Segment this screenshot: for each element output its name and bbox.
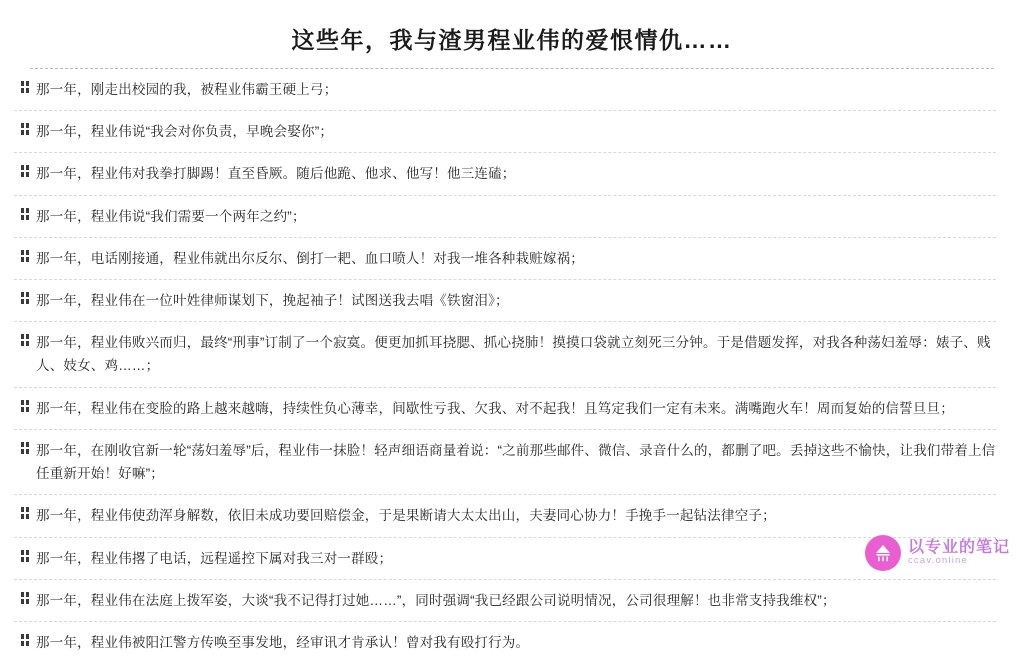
list-item <box>14 580 996 622</box>
quote-bullet-icon <box>14 547 36 563</box>
quote-bullet-icon <box>14 331 36 347</box>
list-item-text: 那一年，程业伟对我拳打脚踢！直至昏厥。随后他跪、他求、他写！他三连磕； <box>36 166 516 182</box>
quote-bullet-icon <box>14 504 36 520</box>
list-item <box>14 322 996 387</box>
list-item-text: 那一年，程业伟说“我们需要一个两年之约”； <box>36 208 306 224</box>
statement-list <box>0 69 1024 663</box>
quote-bullet-icon <box>14 439 36 455</box>
list-item <box>14 538 996 580</box>
list-item <box>14 388 996 430</box>
list-item <box>14 280 996 322</box>
list-item-text: 那一年，程业伟败兴而归，最终“刑事”订制了一个寂寞。便更加抓耳挠腮、抓心挠肺！摸摸口袋就立刻死三分钟。于是借题发挥，对我各种荡妇羞辱：婊子、贱人、妓女、鸡……； <box>36 335 991 374</box>
quote-bullet-icon <box>14 205 36 221</box>
list-item-text: 那一年，刚走出校园的我，被程业伟霸王硬上弓； <box>36 81 338 97</box>
list-item-text: 那一年，程业伟说“我会对你负责，早晚会娶你”； <box>36 124 334 140</box>
list-item-text: 那一年，电话刚接通，程业伟就出尔反尔、倒打一耙、血口喷人！对我一堆各种栽赃嫁祸； <box>36 250 584 266</box>
list-item-text: 那一年，程业伟在法庭上拨军姿，大谈“我不记得打过她……”，同时强调“我已经跟公司说明情况，公司很理解！也非常支持我维权”； <box>36 592 836 608</box>
list-item-text: 那一年，在刚收官新一轮“荡妇羞辱”后，程业伟一抹脸！轻声细语商量着说：“之前那些邮件、微信、录音什么的，都删了吧。丢掉这些不愉快，让我们带着上信任重新开始！好嘛”； <box>36 442 996 482</box>
list-item <box>14 153 996 195</box>
watermark-sub-text: ccav.online <box>907 555 969 567</box>
quote-bullet-icon <box>14 120 36 136</box>
quote-bullet-icon <box>14 162 36 178</box>
list-item <box>14 196 996 238</box>
quote-bullet-icon <box>14 289 36 305</box>
list-item-text: 那一年，程业伟撂了电话，远程遥控下属对我三对一群殴； <box>36 550 393 566</box>
quote-bullet-icon <box>14 78 36 94</box>
quote-bullet-icon <box>14 589 36 605</box>
quote-bullet-icon <box>14 631 36 647</box>
list-item-text: 那一年，程业伟在一位叶姓律师谋划下，挽起袖子！试图送我去唱《铁窗泪》； <box>36 292 509 308</box>
list-item-text: 那一年，程业伟在变脸的路上越来越嗨，持续性负心薄幸，间歇性亏我、欠我、对不起我！且笃定我们一定有未来。满嘴跑火车！周而复始的信誓旦旦； <box>36 400 954 416</box>
list-item-text: 那一年，程业伟被阳江警方传唤至事发地，经审讯才肯承认！曾对我有殴打行为。 <box>36 634 530 650</box>
list-item <box>14 69 996 111</box>
page-title: 这些年，我与渣男程业伟的爱恨情仇…… <box>291 27 733 53</box>
watermark <box>865 535 1010 571</box>
list-item-text: 那一年，程业伟使劲浑身解数，依旧未成功要回赔偿金，于是果断请大太太出山，夫妻同心协力！手挽手一起钻法律空子； <box>36 508 776 524</box>
watermark-texts <box>908 540 1010 567</box>
watermark-main-text: 以专业的笔记 <box>907 538 1010 556</box>
lantern-logo-icon <box>865 535 901 571</box>
list-item <box>14 495 996 537</box>
quote-bullet-icon <box>14 397 36 413</box>
list-item <box>14 622 996 663</box>
list-item <box>14 111 996 153</box>
list-item <box>14 238 996 280</box>
list-item <box>14 430 996 495</box>
quote-bullet-icon <box>14 247 36 263</box>
